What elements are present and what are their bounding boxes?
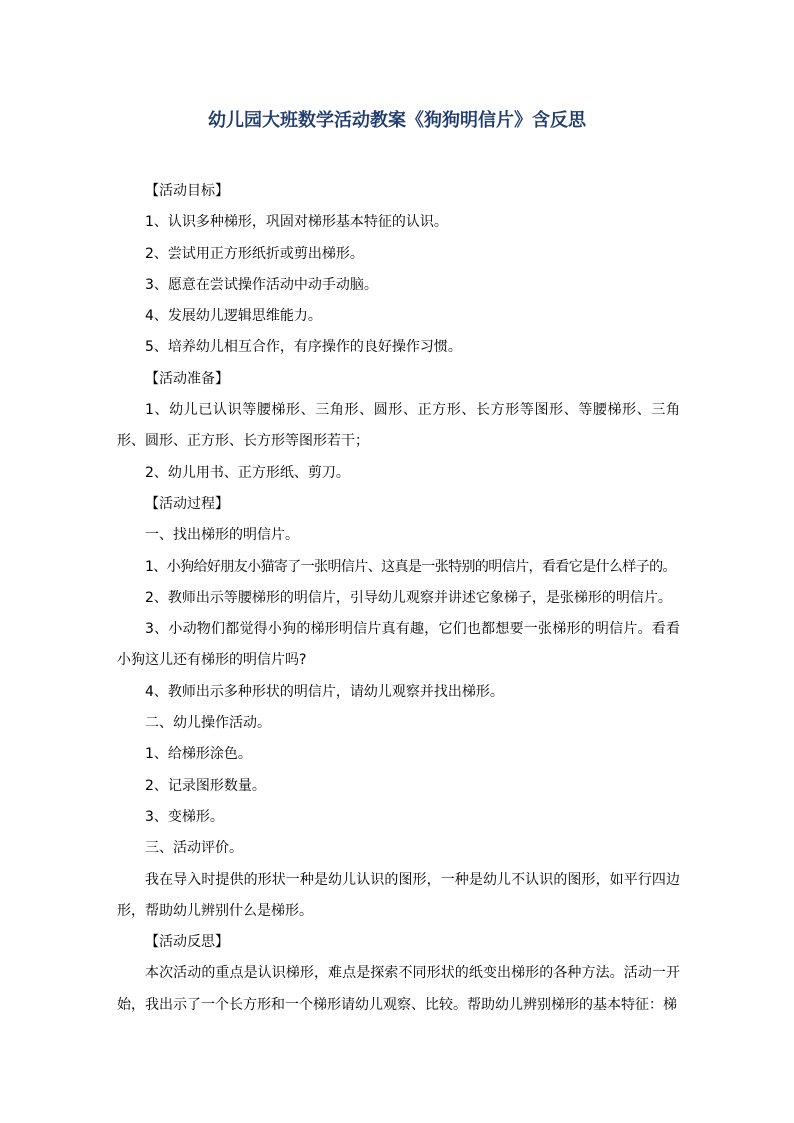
goal-item-4: 4、发展幼儿逻辑思维能力。 [145,308,322,325]
process-step-2-item-1: 1、给梯形涂色。 [145,746,252,763]
goal-item-3: 3、愿意在尝试操作活动中动手动脑。 [145,276,378,293]
process-step-3-heading: 三、活动评价。 [145,840,243,857]
process-step-1-item-2: 2、教师出示等腰梯形的明信片，引导幼儿观察并讲述它象梯子，是张梯形的明信片。 [145,589,672,606]
preparation-item-2: 2、幼儿用书、正方形纸、剪刀。 [145,464,350,481]
process-step-1-item-1: 1、小狗给好朋友小猫寄了一张明信片、这真是一张特别的明信片，看看它是什么样子的。 [145,558,676,575]
process-step-2-item-2: 2、记录图形数量。 [145,777,266,794]
document-title: 幼儿园大班数学活动教案《狗狗明信片》含反思 [208,110,586,131]
reflection-text: 本次活动的重点是认识梯形，难点是探索不同形状的纸变出梯形的各种方法。活动一开始，我出示了一个长方形和一个梯形请幼儿观察、比较。帮助幼儿辨别梯形的基本特征：梯 [117,965,680,1013]
goal-item-2: 2、尝试用正方形纸折或剪出梯形。 [145,245,364,262]
process-step-3-text: 我在导入时提供的形状一种是幼儿认识的图形，一种是幼儿不认识的图形，如平行四边形，帮助幼儿辨别什么是梯形。 [117,871,680,919]
process-step-2-item-3: 3、变梯形。 [145,808,224,825]
goal-item-1: 1、认识多种梯形，巩固对梯形基本特征的认识。 [145,214,448,231]
process-step-1-item-3: 3、小动物们都觉得小狗的梯形明信片真有趣，它们也都想要一张梯形的明信片。看看小狗这儿还有梯形的明信片吗? [117,621,680,669]
process-step-2-heading: 二、幼儿操作活动。 [145,715,271,732]
section-heading-goals: 【活动目标】 [145,183,229,199]
document-body [117,176,680,1021]
preparation-item-1: 1、幼儿已认识等腰梯形、三角形、圆形、正方形、长方形等图形、等腰梯形、三角形、圆形、正方形、长方形等图形若干； [117,402,680,450]
section-heading-preparation: 【活动准备】 [145,370,229,387]
goal-item-5: 5、培养幼儿相互合作，有序操作的良好操作习惯。 [145,339,462,356]
process-step-1-item-4: 4、教师出示多种形状的明信片，请幼儿观察并找出梯形。 [145,683,504,700]
section-heading-reflection: 【活动反思】 [145,934,229,951]
section-heading-process: 【活动过程】 [145,495,229,512]
process-step-1-heading: 一、找出梯形的明信片。 [145,527,299,544]
